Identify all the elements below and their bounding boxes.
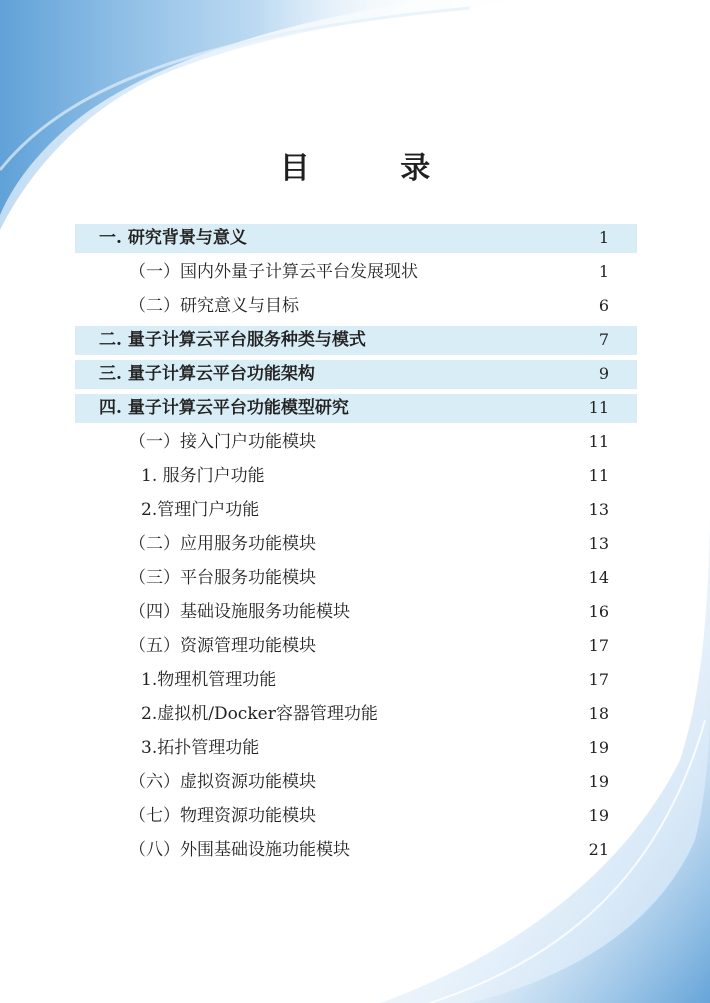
toc-entry-page-number: 21 xyxy=(588,840,609,859)
toc-entry-page-number: 13 xyxy=(588,534,609,553)
toc-entry-label: 2.管理门户功能 xyxy=(141,500,260,520)
toc-entry-page-number: 17 xyxy=(588,636,609,655)
page-title: 目 录 xyxy=(279,151,471,186)
toc-entry-page-number: 14 xyxy=(588,568,609,587)
toc-entry-label: 二. 量子计算云平台服务种类与模式 xyxy=(99,330,366,350)
toc-entry-label: （一）接入门户功能模块 xyxy=(129,432,316,452)
toc-entry-label: 四. 量子计算云平台功能模型研究 xyxy=(99,398,349,418)
toc-entry[interactable] xyxy=(75,257,637,291)
toc-entry[interactable] xyxy=(75,223,637,257)
toc-entry-label: （四）基础设施服务功能模块 xyxy=(129,602,350,622)
toc-entry-page-number: 18 xyxy=(588,704,609,723)
toc-entry-page-number: 16 xyxy=(588,602,609,621)
toc-entry-page-number: 9 xyxy=(598,364,609,383)
toc-entry-page-number: 19 xyxy=(588,738,609,757)
toc-entry[interactable] xyxy=(75,835,637,869)
toc-entry-page-number: 6 xyxy=(598,296,609,315)
toc-entry[interactable] xyxy=(75,631,637,665)
toc-entry[interactable] xyxy=(75,461,637,495)
toc-entry[interactable] xyxy=(75,427,637,461)
toc-entry-label: 一. 研究背景与意义 xyxy=(99,228,247,248)
toc-entry-page-number: 17 xyxy=(588,670,609,689)
toc-entry[interactable] xyxy=(75,733,637,767)
toc-entry[interactable] xyxy=(75,495,637,529)
toc-entry-label: （三）平台服务功能模块 xyxy=(129,568,316,588)
toc-entry-page-number: 11 xyxy=(588,466,609,485)
toc-entry-label: （五）资源管理功能模块 xyxy=(129,636,316,656)
toc-entry-page-number: 7 xyxy=(598,330,609,349)
toc-entry-page-number: 19 xyxy=(588,772,609,791)
toc-entry-label: 三. 量子计算云平台功能架构 xyxy=(99,364,315,384)
toc-entry[interactable] xyxy=(75,291,637,325)
toc-entry-label: 1. 服务门户功能 xyxy=(141,466,265,486)
toc-entry-page-number: 1 xyxy=(598,262,609,281)
toc-entry-label: （二）应用服务功能模块 xyxy=(129,534,316,554)
toc-entry-label: （八）外围基础设施功能模块 xyxy=(129,840,350,860)
toc-entry-label: 1.物理机管理功能 xyxy=(141,670,277,690)
toc-entry[interactable] xyxy=(75,699,637,733)
toc-entry[interactable] xyxy=(75,767,637,801)
toc-entry-page-number: 11 xyxy=(588,432,609,451)
toc-entry-label: 3.拓扑管理功能 xyxy=(141,738,260,758)
toc-entry[interactable] xyxy=(75,393,637,427)
toc-entry[interactable] xyxy=(75,325,637,359)
toc-entry-label: （六）虚拟资源功能模块 xyxy=(129,772,316,792)
toc-entry[interactable] xyxy=(75,359,637,393)
toc-entry-page-number: 13 xyxy=(588,500,609,519)
toc-entry-label: （二）研究意义与目标 xyxy=(129,296,299,316)
toc-entry[interactable] xyxy=(75,597,637,631)
toc-entry-page-number: 1 xyxy=(598,228,609,247)
toc-entry[interactable] xyxy=(75,801,637,835)
table-of-contents xyxy=(75,223,637,869)
toc-entry[interactable] xyxy=(75,665,637,699)
toc-entry-page-number: 19 xyxy=(588,806,609,825)
toc-entry-label: （一）国内外量子计算云平台发展现状 xyxy=(129,262,418,282)
toc-entry[interactable] xyxy=(75,529,637,563)
toc-entry-label: 2.虚拟机/Docker容器管理功能 xyxy=(141,704,378,724)
toc-entry[interactable] xyxy=(75,563,637,597)
toc-entry-page-number: 11 xyxy=(588,398,609,417)
toc-entry-label: （七）物理资源功能模块 xyxy=(129,806,316,826)
